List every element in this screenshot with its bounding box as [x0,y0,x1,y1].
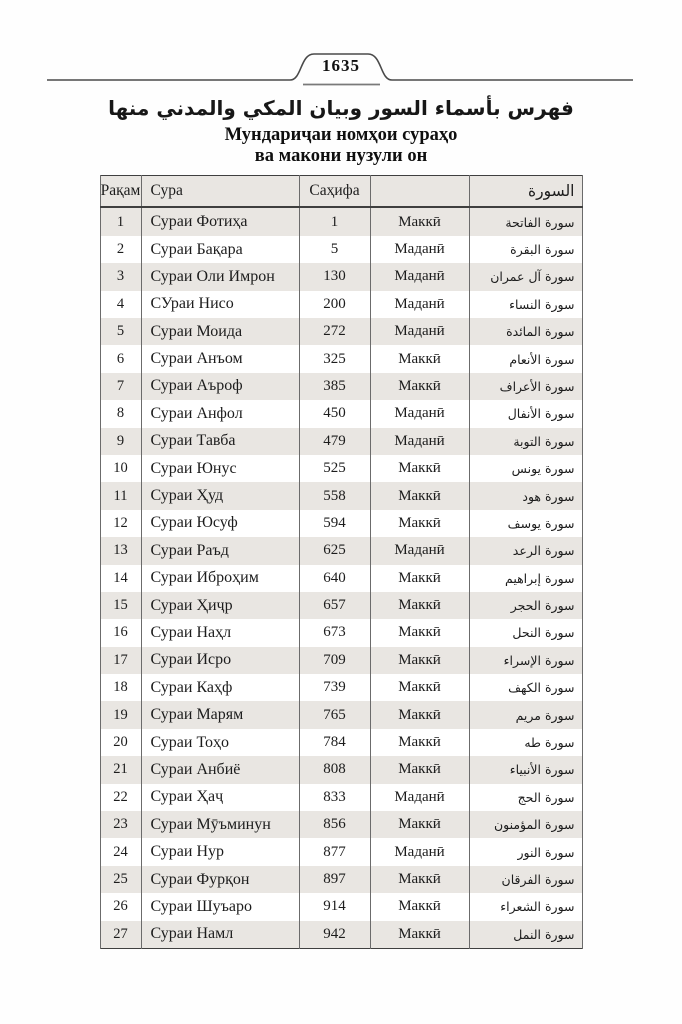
arabic-name-cell: سورة مريم [469,701,582,728]
page-number-cell: 200 [299,291,370,318]
revelation-type-cell: Маккӣ [370,619,469,646]
row-number-cell: 7 [100,373,141,400]
revelation-type-cell: Маккӣ [370,373,469,400]
arabic-name-cell: سورة الحج [469,784,582,811]
revelation-type-cell: Маккӣ [370,565,469,592]
table-header [100,176,582,208]
surah-name-cell: Сураи Ҳаҷ [141,784,299,811]
surah-name-cell: Сураи Юнус [141,455,299,482]
row-number-cell: 3 [100,263,141,290]
revelation-type-cell: Маккӣ [370,756,469,783]
row-number-cell: 15 [100,592,141,619]
arabic-name-cell: سورة طه [469,729,582,756]
row-number-cell: 20 [100,729,141,756]
table-row [100,921,582,949]
surah-name-cell: Сураи Аъроф [141,373,299,400]
page-number: 1635 [322,56,360,75]
table-row [100,674,582,701]
revelation-type-cell: Маккӣ [370,510,469,537]
arabic-name-cell: سورة الإسراء [469,647,582,674]
revelation-type-cell: Маккӣ [370,647,469,674]
surah-name-cell: Сураи Анфол [141,400,299,427]
surah-table-body [100,207,582,948]
page-title-line1: Мундариҷаи номҳои сураҳо [224,125,458,145]
arabic-name-cell: سورة النحل [469,619,582,646]
table-row [100,893,582,920]
revelation-type-cell: Маккӣ [370,592,469,619]
revelation-type-cell: Маккӣ [370,921,469,949]
page-number-cell: 450 [299,400,370,427]
arabic-name-cell: سورة إبراهيم [469,565,582,592]
arabic-name-cell: سورة الأعراف [469,373,582,400]
arabic-name-cell: سورة الكهف [469,674,582,701]
row-number-cell: 13 [100,537,141,564]
table-row [100,510,582,537]
surah-name-cell: Сураи Иброҳим [141,565,299,592]
table-row [100,428,582,455]
row-number-cell: 1 [100,207,141,235]
page-number-cell: 479 [299,428,370,455]
row-number-cell: 2 [100,236,141,263]
arabic-name-cell: سورة النساء [469,291,582,318]
revelation-type-cell: Маккӣ [370,893,469,920]
row-number-cell: 11 [100,482,141,509]
surah-name-cell: Сураи Нур [141,838,299,865]
table-row [100,784,582,811]
header-cell-page: Саҳифа [299,176,370,208]
arabic-heading: فهرس بأسماء السور وبيان المكي والمدني منها [108,96,574,120]
page-number-cell: 833 [299,784,370,811]
page-number-cell: 594 [299,510,370,537]
page-header-ornament [0,40,682,88]
page-number-cell: 525 [299,455,370,482]
row-number-cell: 25 [100,866,141,893]
table-row [100,291,582,318]
surah-name-cell: Сураи Наҳл [141,619,299,646]
row-number-cell: 17 [100,647,141,674]
surah-name-cell: Сураи Анбиё [141,756,299,783]
surah-name-cell: Сураи Ҳиҷр [141,592,299,619]
page-number-cell: 897 [299,866,370,893]
arabic-name-cell: سورة الأنبياء [469,756,582,783]
arabic-name-cell: سورة الفرقان [469,866,582,893]
revelation-type-cell: Маккӣ [370,207,469,235]
header-cell-number: Рақам [100,176,141,208]
table-row [100,647,582,674]
revelation-type-cell: Маккӣ [370,674,469,701]
table-row [100,838,582,865]
page-number-cell: 784 [299,729,370,756]
revelation-type-cell: Маданӣ [370,318,469,345]
surah-name-cell: Сураи Мӯъминун [141,811,299,838]
revelation-type-cell: Маккӣ [370,729,469,756]
arabic-name-cell: سورة الرعد [469,537,582,564]
row-number-cell: 16 [100,619,141,646]
page-title-line2: ва макони нузули он [254,145,428,166]
surah-name-cell: Сураи Намл [141,921,299,949]
table-row [100,482,582,509]
surah-name-cell: Сураи Каҳф [141,674,299,701]
arabic-name-cell: سورة الأنفال [469,400,582,427]
surah-name-cell: Сураи Исро [141,647,299,674]
table-row [100,619,582,646]
table-row [100,207,582,235]
row-number-cell: 24 [100,838,141,865]
page-number-cell: 625 [299,537,370,564]
surah-name-cell: Сураи Оли Имрон [141,263,299,290]
revelation-type-cell: Маданӣ [370,784,469,811]
page-number-cell: 385 [299,373,370,400]
surah-name-cell: СУраи Нисо [141,291,299,318]
row-number-cell: 9 [100,428,141,455]
page-number-cell: 130 [299,263,370,290]
arabic-name-cell: سورة الحجر [469,592,582,619]
page-number-cell: 5 [299,236,370,263]
table-row [100,729,582,756]
arabic-name-cell: سورة الفاتحة [469,207,582,235]
revelation-type-cell: Маданӣ [370,400,469,427]
page-number-cell: 914 [299,893,370,920]
page-number-cell: 272 [299,318,370,345]
arabic-name-cell: سورة النور [469,838,582,865]
page-number-cell: 709 [299,647,370,674]
surah-name-cell: Сураи Марям [141,701,299,728]
page-number-cell: 657 [299,592,370,619]
row-number-cell: 6 [100,345,141,372]
table-row [100,537,582,564]
row-number-cell: 22 [100,784,141,811]
surah-name-cell: Сураи Фурқон [141,866,299,893]
header-cell-arabic-name: السورة [469,176,582,208]
arabic-name-cell: سورة آل عمران [469,263,582,290]
arabic-name-cell: سورة الشعراء [469,893,582,920]
page-number-cell: 808 [299,756,370,783]
row-number-cell: 21 [100,756,141,783]
surah-name-cell: Сураи Шуъаро [141,893,299,920]
page-number-cell: 877 [299,838,370,865]
row-number-cell: 12 [100,510,141,537]
surah-name-cell: Сураи Раъд [141,537,299,564]
row-number-cell: 18 [100,674,141,701]
arabic-name-cell: سورة هود [469,482,582,509]
page-number-cell: 856 [299,811,370,838]
table-row [100,373,582,400]
surah-name-cell: Сураи Юсуф [141,510,299,537]
table-row [100,400,582,427]
page-title [0,125,682,166]
revelation-type-cell: Маккӣ [370,701,469,728]
arabic-name-cell: سورة الأنعام [469,345,582,372]
page-number-cell: 673 [299,619,370,646]
revelation-type-cell: Маданӣ [370,291,469,318]
row-number-cell: 14 [100,565,141,592]
table-row [100,701,582,728]
row-number-cell: 8 [100,400,141,427]
revelation-type-cell: Маданӣ [370,428,469,455]
table-row [100,318,582,345]
page-number-cell: 942 [299,921,370,949]
row-number-cell: 5 [100,318,141,345]
revelation-type-cell: Маккӣ [370,455,469,482]
page-number-cell: 739 [299,674,370,701]
surah-name-cell: Сураи Фотиҳа [141,207,299,235]
page-number-cell: 640 [299,565,370,592]
table-row [100,565,582,592]
page-number-cell: 1 [299,207,370,235]
revelation-type-cell: Маданӣ [370,838,469,865]
surah-name-cell: Сураи Бақара [141,236,299,263]
arabic-name-cell: سورة المؤمنون [469,811,582,838]
table-row [100,345,582,372]
surah-name-cell: Сураи Анъом [141,345,299,372]
revelation-type-cell: Маданӣ [370,537,469,564]
row-number-cell: 19 [100,701,141,728]
row-number-cell: 23 [100,811,141,838]
table-row [100,236,582,263]
revelation-type-cell: Маккӣ [370,345,469,372]
page-number-cell: 765 [299,701,370,728]
table-row [100,592,582,619]
surah-name-cell: Сураи Моида [141,318,299,345]
surah-index-table [100,175,583,949]
table-header-row [100,176,582,208]
arabic-name-cell: سورة النمل [469,921,582,949]
table-row [100,756,582,783]
arabic-name-cell: سورة التوبة [469,428,582,455]
table-row [100,811,582,838]
row-number-cell: 4 [100,291,141,318]
page-number-cell: 558 [299,482,370,509]
page-number-cell: 325 [299,345,370,372]
surah-name-cell: Сураи Тоҳо [141,729,299,756]
surah-name-cell: Сураи Ҳуд [141,482,299,509]
row-number-cell: 10 [100,455,141,482]
table-row [100,263,582,290]
revelation-type-cell: Маккӣ [370,482,469,509]
revelation-type-cell: Маданӣ [370,263,469,290]
revelation-type-cell: Маккӣ [370,811,469,838]
surah-name-cell: Сураи Тавба [141,428,299,455]
table-row [100,455,582,482]
table-row [100,866,582,893]
revelation-type-cell: Маданӣ [370,236,469,263]
arabic-name-cell: سورة المائدة [469,318,582,345]
arabic-name-cell: سورة يونس [469,455,582,482]
arabic-name-cell: سورة البقرة [469,236,582,263]
row-number-cell: 27 [100,921,141,949]
row-number-cell: 26 [100,893,141,920]
revelation-type-cell: Маккӣ [370,866,469,893]
header-cell-revelation-type [370,176,469,208]
header-cell-surah: Сура [141,176,299,208]
arabic-name-cell: سورة يوسف [469,510,582,537]
